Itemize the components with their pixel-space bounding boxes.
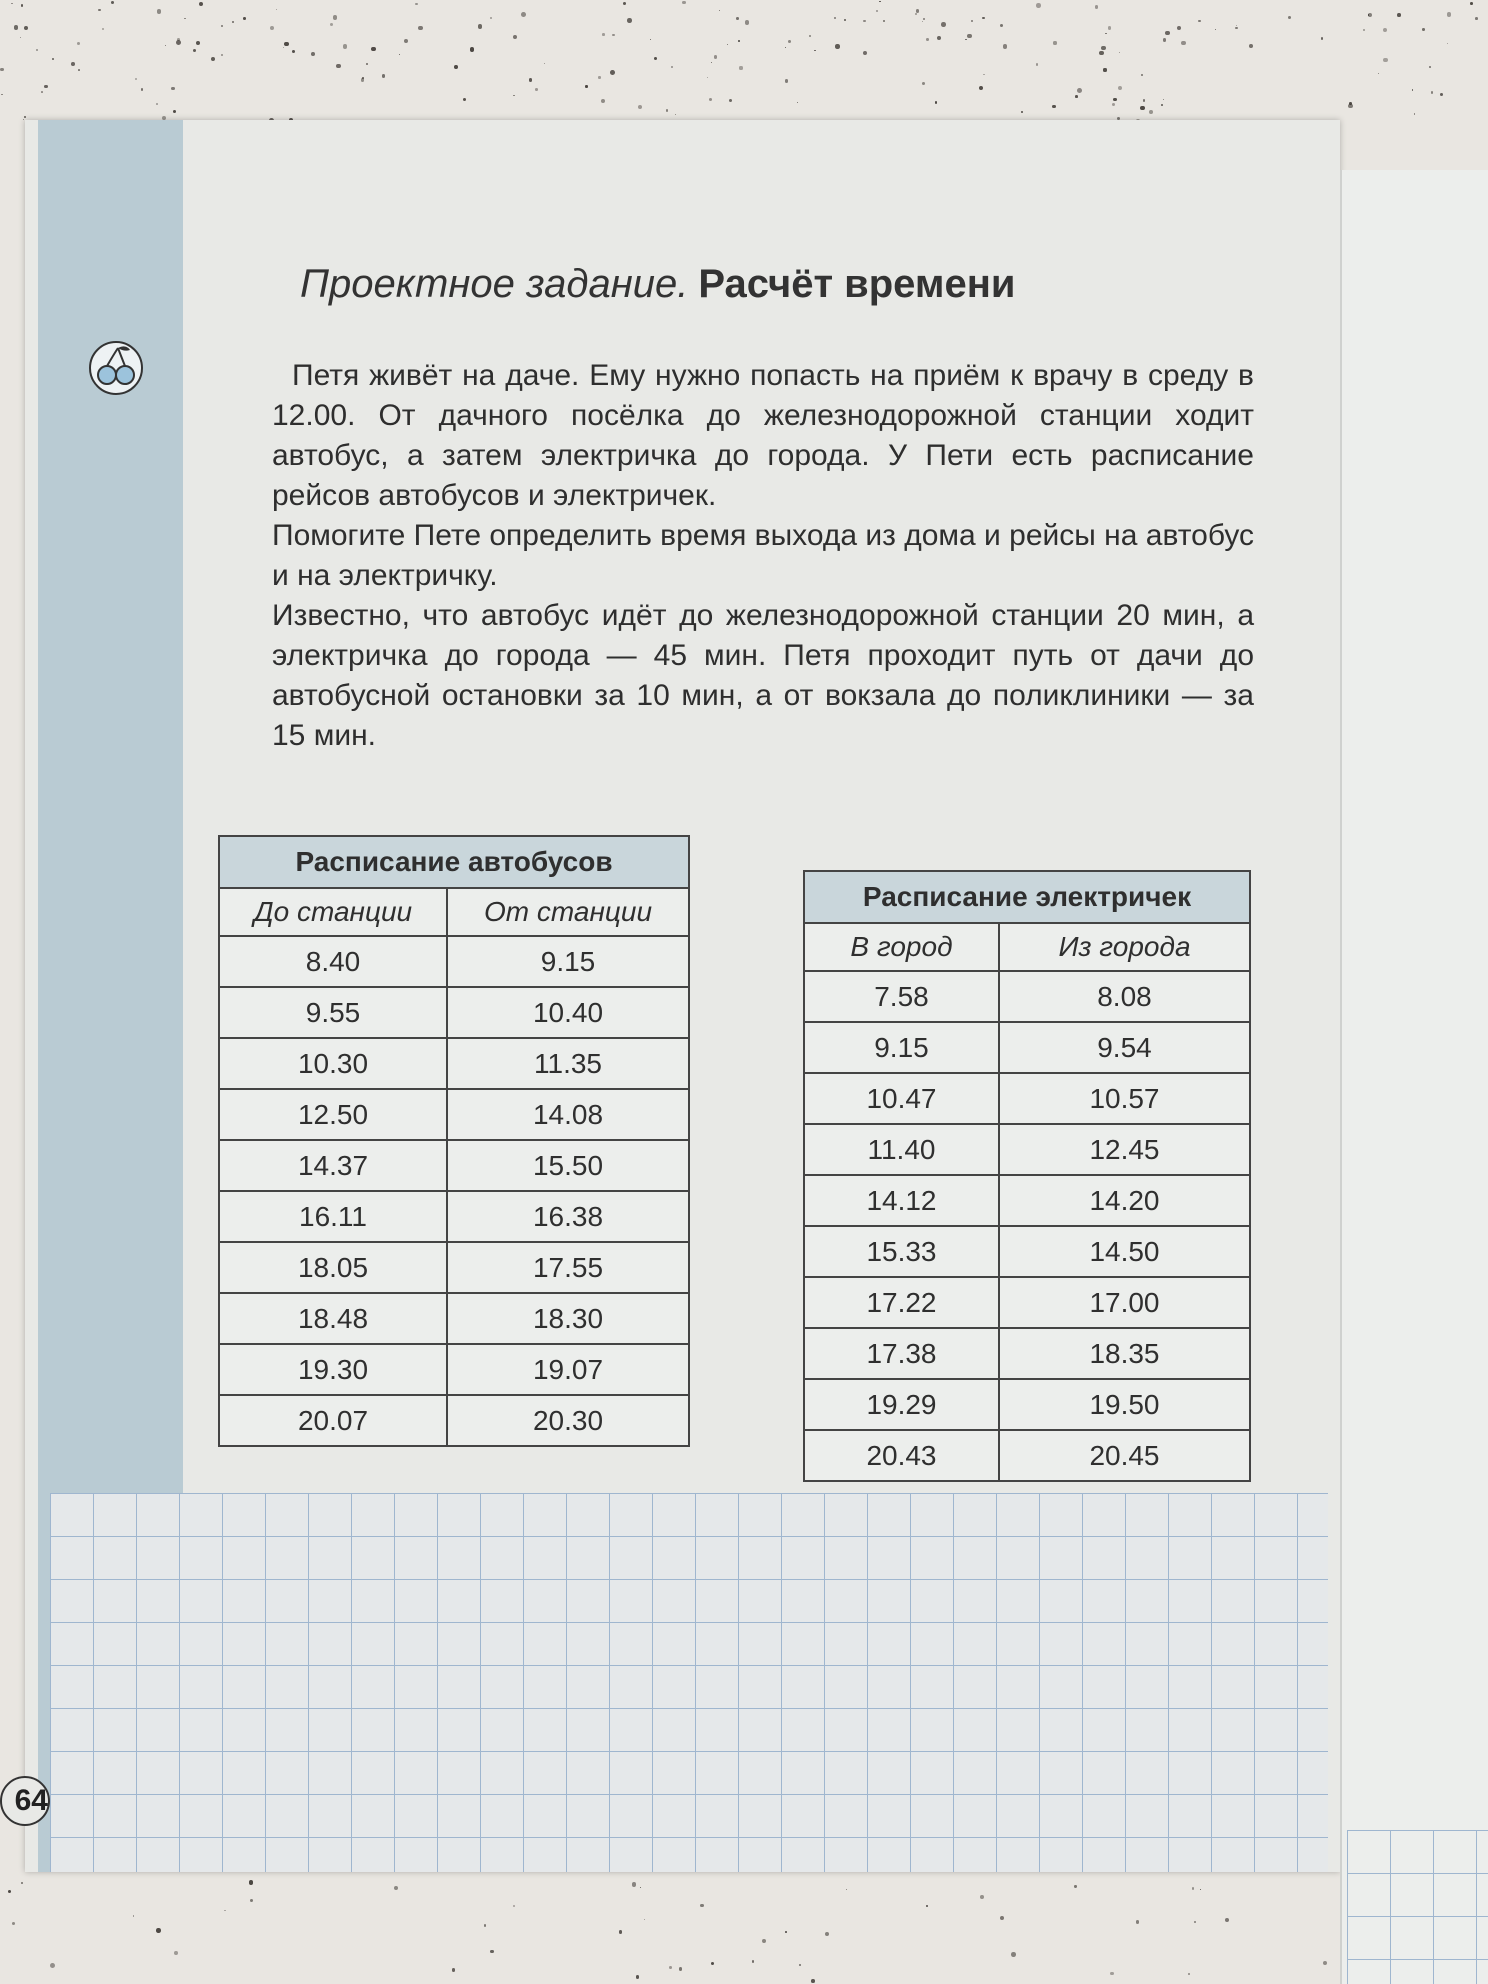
speck: [1412, 89, 1414, 91]
speck: [785, 47, 786, 48]
table-row: [804, 1175, 1250, 1226]
speck: [983, 74, 984, 75]
speck: [967, 34, 972, 39]
speck: [982, 17, 984, 19]
speck: [232, 21, 234, 23]
speck: [1383, 58, 1388, 63]
speck: [752, 1960, 755, 1963]
speck: [714, 55, 717, 58]
table-row: [219, 1242, 689, 1293]
speck: [484, 1924, 487, 1927]
speck: [682, 1, 685, 4]
speck: [1321, 37, 1324, 40]
speck: [1368, 13, 1372, 17]
speck: [1249, 44, 1253, 48]
speck: [601, 99, 605, 103]
table-row: [219, 936, 689, 987]
table-cell: 17.55: [447, 1242, 689, 1293]
speck: [671, 66, 673, 68]
table-cell: 17.22: [804, 1277, 999, 1328]
speck: [1119, 52, 1120, 53]
paragraph: Петя живёт на даче. Ему нужно попасть на приём к врачу в среду в 12.00. От дачного посёлка до железнодорожной станции ходит автобус, а затем электричка до города. У Пети есть расписание рейсов автобусов и электричек.: [272, 359, 1254, 512]
next-page-edge: [1340, 170, 1488, 1984]
table-cell: 14.08: [447, 1089, 689, 1140]
speck: [1053, 41, 1056, 44]
speck: [1140, 106, 1144, 110]
speck: [1075, 95, 1078, 98]
speck: [250, 1899, 253, 1902]
speck: [176, 40, 181, 45]
speck: [336, 64, 341, 69]
speck: [1192, 1887, 1195, 1890]
table-cell: 15.33: [804, 1226, 999, 1277]
speck: [193, 49, 196, 52]
table-title: Расписание электричек: [804, 871, 1250, 923]
table-cell: 18.48: [219, 1293, 447, 1344]
page-number: 64: [0, 1776, 50, 1826]
table-cell: 8.08: [999, 971, 1250, 1022]
speck: [797, 102, 798, 103]
speck: [719, 10, 720, 11]
speck: [1447, 43, 1448, 44]
paragraph: Помогите Пете определить время выхода из дома и рейсы на автобус и на электричку.: [272, 519, 1255, 592]
speck: [513, 95, 514, 96]
paragraph: Известно, что автобус идёт до железнодорожной станции 20 мин, а электричка до города — 45 мин. Петя проходит путь от дачи до автобусной остановки за 10 мин, а от вокзала до поликлиники — за 15 мин.: [272, 599, 1254, 752]
speck: [640, 1887, 641, 1888]
speck: [1440, 93, 1443, 96]
speck: [1181, 41, 1186, 46]
speck: [1118, 86, 1123, 91]
table-row: [219, 987, 689, 1038]
table-cell: 9.54: [999, 1022, 1250, 1073]
table-row: [219, 1191, 689, 1242]
speck: [598, 76, 600, 78]
speck: [979, 86, 983, 90]
speck: [133, 1915, 134, 1916]
speck: [1188, 1973, 1190, 1975]
speck: [52, 58, 54, 60]
speck: [971, 20, 973, 22]
speck: [1163, 38, 1166, 41]
speck: [1422, 28, 1425, 31]
table-row: [219, 1038, 689, 1089]
table-cell: 19.30: [219, 1344, 447, 1395]
speck: [980, 1895, 984, 1899]
speck: [1323, 1961, 1327, 1965]
speck: [0, 68, 4, 72]
speck: [745, 20, 750, 25]
speck: [799, 1964, 801, 1966]
speck: [1011, 1952, 1016, 1957]
speck: [650, 39, 651, 40]
table-row: [804, 1328, 1250, 1379]
speck: [666, 109, 668, 111]
table-cell: 12.50: [219, 1089, 447, 1140]
speck: [311, 52, 315, 56]
speck: [20, 37, 21, 38]
speck: [811, 1979, 815, 1983]
speck: [44, 85, 48, 89]
table-cell: 14.12: [804, 1175, 999, 1226]
speck: [454, 65, 458, 69]
train-schedule-table: [803, 870, 1251, 1482]
table-row: [804, 1379, 1250, 1430]
table-cell: 10.47: [804, 1073, 999, 1124]
speck: [165, 45, 166, 46]
speck: [711, 62, 712, 63]
speck: [762, 1939, 766, 1943]
speck: [8, 1890, 12, 1894]
speck: [1397, 13, 1401, 17]
speck: [1113, 98, 1116, 101]
table-cell: 17.38: [804, 1328, 999, 1379]
speck: [478, 24, 483, 29]
speck: [41, 91, 43, 93]
speck: [513, 1905, 515, 1907]
title-bold: Расчёт времени: [698, 262, 1016, 306]
speck: [24, 26, 28, 30]
table-cell: 20.30: [447, 1395, 689, 1446]
speck: [863, 20, 866, 23]
speck: [922, 21, 923, 22]
table-cell: 16.38: [447, 1191, 689, 1242]
speck: [249, 1880, 253, 1884]
speck: [12, 1922, 15, 1925]
speck: [1348, 104, 1352, 108]
speck: [221, 25, 223, 27]
speck: [585, 85, 587, 87]
speck: [679, 1967, 682, 1970]
speck: [173, 110, 176, 113]
speck: [71, 62, 75, 66]
speck: [883, 20, 885, 22]
speck: [399, 54, 400, 55]
table-row: [219, 1140, 689, 1191]
column-header: В город: [804, 923, 999, 971]
speck: [1288, 16, 1291, 19]
speck: [382, 74, 385, 77]
speck: [14, 25, 18, 29]
speck: [926, 38, 929, 41]
table-cell: 9.15: [447, 936, 689, 987]
page-title: [300, 262, 1015, 307]
speck: [371, 47, 376, 52]
speck: [270, 26, 274, 30]
speck: [937, 36, 941, 40]
speck: [1143, 99, 1146, 102]
speck: [835, 44, 839, 48]
speck: [1101, 46, 1106, 51]
speck: [654, 57, 657, 60]
speck: [700, 1904, 703, 1907]
speck: [21, 1882, 23, 1884]
speck: [623, 2, 626, 5]
speck: [78, 69, 80, 71]
speck: [470, 47, 474, 51]
column-header: До станции: [219, 888, 447, 936]
speck: [1383, 28, 1387, 32]
table-row: [219, 1089, 689, 1140]
speck: [24, 116, 27, 119]
speck: [415, 3, 417, 5]
speck: [709, 98, 712, 101]
speck: [1235, 27, 1237, 29]
speck: [1110, 1972, 1114, 1976]
speck: [135, 78, 137, 80]
speck: [636, 1975, 639, 1978]
table-cell: 16.11: [219, 1191, 447, 1242]
table-cell: 9.55: [219, 987, 447, 1038]
speck: [490, 1950, 493, 1953]
speck: [221, 54, 223, 56]
speck: [1077, 88, 1082, 93]
speck: [284, 42, 289, 47]
speck: [809, 35, 811, 37]
table-cell: 11.35: [447, 1038, 689, 1089]
speck: [1163, 99, 1164, 100]
speck: [1095, 5, 1099, 9]
speck: [513, 35, 517, 39]
speck: [1165, 31, 1170, 36]
table-cell: 18.30: [447, 1293, 689, 1344]
speck: [1141, 74, 1143, 76]
speck: [675, 114, 676, 115]
speck: [544, 63, 545, 64]
speck: [463, 98, 466, 101]
speck: [612, 34, 614, 36]
bus-schedule-table: [218, 835, 690, 1447]
speck: [922, 82, 925, 85]
speck: [23, 119, 24, 120]
speck: [834, 17, 836, 19]
speck: [935, 101, 937, 103]
speck: [1052, 105, 1056, 109]
table-cell: 19.50: [999, 1379, 1250, 1430]
speck: [243, 17, 246, 20]
speck: [276, 9, 278, 11]
speck: [490, 17, 492, 19]
speck: [1000, 1916, 1004, 1920]
speck: [1198, 20, 1200, 22]
speck: [224, 1910, 226, 1912]
speck: [1021, 111, 1023, 113]
speck: [632, 1882, 636, 1886]
speck: [333, 15, 337, 19]
speck: [1447, 12, 1451, 16]
speck: [1000, 24, 1003, 27]
speck: [1108, 26, 1112, 30]
speck: [535, 88, 538, 91]
speck: [1105, 33, 1107, 35]
table-cell: 15.50: [447, 1140, 689, 1191]
speck: [627, 18, 632, 23]
speck: [1429, 66, 1431, 68]
speck: [638, 105, 642, 109]
table-cell: 19.29: [804, 1379, 999, 1430]
speck: [1414, 113, 1415, 114]
speck: [111, 1, 114, 4]
speck: [941, 22, 946, 27]
table-row: [804, 971, 1250, 1022]
column-header: Из города: [999, 923, 1250, 971]
table-row: [804, 1124, 1250, 1175]
speck: [1200, 1889, 1201, 1890]
speck: [863, 51, 867, 55]
speck: [343, 44, 347, 48]
speck: [923, 18, 925, 20]
speck: [11, 3, 13, 5]
speck: [965, 39, 966, 40]
speck: [156, 1928, 161, 1933]
table-title: Расписание автобусов: [219, 836, 689, 888]
speck: [1225, 1918, 1229, 1922]
speck: [1099, 51, 1104, 56]
table-cell: 8.40: [219, 936, 447, 987]
speck: [1003, 44, 1007, 48]
table-row: [804, 1073, 1250, 1124]
speck: [785, 1931, 787, 1933]
speck: [1103, 68, 1106, 71]
title-italic: Проектное задание.: [300, 262, 689, 306]
table-cell: 12.45: [999, 1124, 1250, 1175]
speck: [1194, 1921, 1195, 1922]
speck: [418, 26, 423, 31]
speck: [727, 44, 728, 45]
table-cell: 20.43: [804, 1430, 999, 1481]
speck: [644, 1919, 645, 1920]
speck: [196, 41, 200, 45]
speck: [77, 42, 80, 45]
speck: [98, 9, 100, 11]
speck: [102, 28, 104, 30]
speck: [394, 1886, 398, 1890]
table-row: [804, 1022, 1250, 1073]
next-page-grid: [1347, 1830, 1488, 1984]
table-row: [219, 1293, 689, 1344]
speck: [50, 1963, 55, 1968]
speck: [729, 99, 732, 102]
speck: [292, 50, 295, 53]
speck: [1431, 91, 1433, 93]
speck: [330, 23, 333, 26]
speck: [21, 4, 24, 7]
table-cell: 7.58: [804, 971, 999, 1022]
speck: [404, 39, 409, 44]
speck: [707, 77, 708, 78]
speck: [915, 13, 917, 15]
speck: [846, 1889, 848, 1891]
table-cell: 14.20: [999, 1175, 1250, 1226]
speck: [529, 78, 532, 81]
speck: [184, 18, 186, 20]
table-row: [804, 1226, 1250, 1277]
speck: [602, 33, 605, 36]
speck: [1074, 1885, 1076, 1887]
cherry-icon: [88, 340, 144, 396]
column-header: От станции: [447, 888, 689, 936]
speck: [814, 50, 816, 52]
speck: [1378, 73, 1379, 74]
table-cell: 9.15: [804, 1022, 999, 1073]
speck: [610, 70, 615, 75]
speck: [211, 57, 216, 62]
table-row: [219, 1395, 689, 1446]
speck: [619, 1930, 623, 1934]
table-row: [804, 1430, 1250, 1481]
speck: [711, 1962, 714, 1965]
speck: [844, 19, 847, 22]
speck: [156, 103, 158, 105]
table-cell: 20.07: [219, 1395, 447, 1446]
speck: [1470, 2, 1473, 5]
table-cell: 10.40: [447, 987, 689, 1038]
speck: [876, 10, 878, 12]
table-cell: 10.57: [999, 1073, 1250, 1124]
speck: [1136, 1920, 1139, 1923]
speck: [171, 87, 175, 91]
speck: [1112, 103, 1115, 106]
speck: [141, 88, 143, 90]
speck: [1177, 26, 1181, 30]
speck: [926, 1905, 928, 1907]
table-cell: 20.45: [999, 1430, 1250, 1481]
speck: [736, 17, 739, 20]
speck: [157, 9, 161, 13]
speck: [36, 49, 38, 51]
speck: [452, 1968, 456, 1972]
speck: [788, 40, 791, 43]
speck: [1, 94, 2, 95]
speck: [174, 1951, 178, 1955]
table-row: [804, 1277, 1250, 1328]
table-cell: 19.07: [447, 1344, 689, 1395]
table-cell: 11.40: [804, 1124, 999, 1175]
speck: [199, 2, 203, 6]
speck: [739, 66, 742, 69]
speck: [1215, 29, 1216, 30]
table-cell: 14.37: [219, 1140, 447, 1191]
table-cell: 10.30: [219, 1038, 447, 1089]
speck: [1036, 63, 1038, 65]
speck: [1149, 110, 1153, 114]
speck: [366, 63, 368, 65]
table-row: [219, 1344, 689, 1395]
speck: [825, 1932, 829, 1936]
speck: [521, 12, 526, 17]
table-cell: 18.05: [219, 1242, 447, 1293]
table-cell: 18.35: [999, 1328, 1250, 1379]
task-text: [272, 356, 1254, 756]
speck: [362, 77, 364, 79]
speck: [785, 79, 788, 82]
squared-grid-area: [50, 1493, 1328, 1872]
speck: [669, 1966, 672, 1969]
speck: [283, 47, 284, 48]
speck: [738, 40, 740, 42]
speck: [1036, 3, 1041, 8]
speck: [1475, 17, 1478, 20]
speck: [1363, 29, 1365, 31]
speck: [1161, 104, 1163, 106]
table-cell: 14.50: [999, 1226, 1250, 1277]
table-cell: 17.00: [999, 1277, 1250, 1328]
speck: [879, 1, 881, 3]
